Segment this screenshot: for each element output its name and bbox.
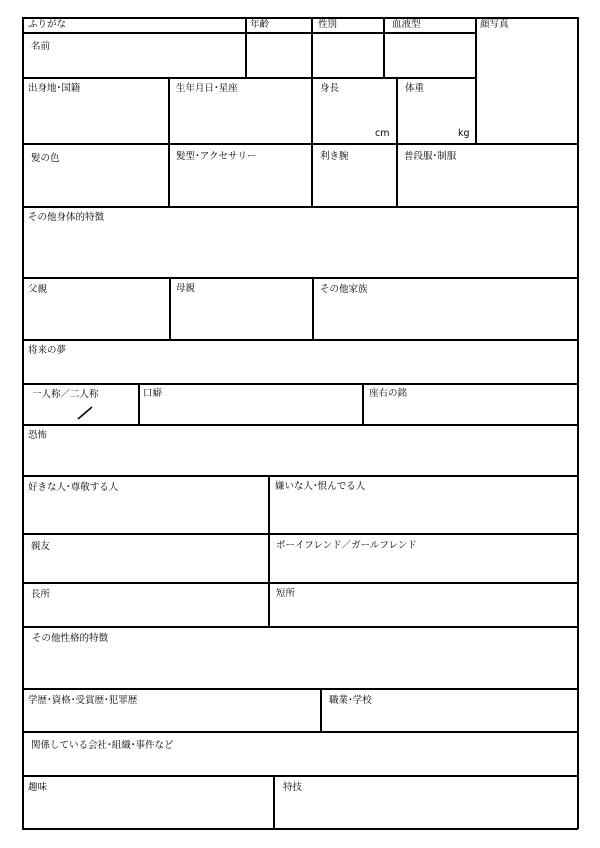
label-birthday: 生年月日･星座 [176,83,238,94]
rule [22,424,578,426]
rule [22,475,578,477]
height-unit: cm [375,128,390,139]
label-history: 学歴･資格･受賞歴･犯罪歴 [28,695,138,706]
rule [22,775,578,777]
rule [362,383,364,425]
label-motto: 座右の銘 [369,388,408,399]
rule [311,77,313,207]
rule [268,475,270,627]
label-partner: ボーイフレンド／ガールフレンド [276,540,417,551]
label-skills: 特技 [283,782,303,793]
weight-unit: kg [458,128,470,139]
label-mother: 母親 [176,283,196,294]
label-fear: 恐怖 [28,430,48,441]
label-catchphrase: 口癖 [143,388,163,399]
rule [396,77,398,207]
rule [320,688,322,732]
label-face-photo: 顔写真 [480,19,509,30]
label-father: 父親 [28,284,48,295]
rule [138,383,140,425]
rule [22,339,578,341]
label-hobbies: 趣味 [28,782,48,793]
rule [383,17,385,77]
pronoun-separator-slash [76,406,94,420]
label-occupation: 職業･学校 [329,695,372,706]
rule [577,17,579,829]
label-hair-color: 髪の色 [31,153,60,164]
label-pronouns: 一人称／二人称 [32,389,99,400]
label-liked-people: 好きな人･尊敬する人 [28,482,119,493]
label-weaknesses: 短所 [276,588,296,599]
rule [22,32,476,34]
label-strengths: 長所 [31,589,51,600]
rule [22,582,578,584]
rule [22,626,578,628]
label-age: 年齢 [250,19,270,30]
rule [273,775,275,829]
label-furigana: ふりがな [28,19,67,30]
rule [312,277,314,340]
rule [169,277,171,340]
label-clothes: 普段服･制服 [404,151,457,162]
rule [22,17,24,829]
label-hairstyle: 髪型･アクセサリー [176,151,257,162]
rule [475,17,477,144]
rule [22,277,578,279]
rule [245,17,247,77]
label-physical-traits: その他身体的特徴 [28,212,105,223]
label-birthplace: 出身地･国籍 [28,83,81,94]
label-other-family: その他家族 [320,284,368,295]
label-name: 名前 [31,41,51,52]
label-personality-traits: その他性格的特徴 [32,633,109,644]
rule [22,77,476,79]
rule [22,383,578,385]
label-weight: 体重 [405,83,425,94]
rule [168,77,170,207]
label-height: 身長 [320,83,340,94]
rule [22,143,578,145]
label-dominant-hand: 利き腕 [320,151,349,162]
rule [22,533,578,535]
label-gender: 性別 [318,19,338,30]
label-future-dream: 将来の夢 [28,345,67,356]
label-best-friend: 親友 [31,541,51,552]
rule [22,688,578,690]
rule [22,731,578,733]
label-affiliations: 関係している会社･組織･事件など [31,740,174,751]
label-disliked-people: 嫌いな人･恨んでる人 [275,481,366,492]
rule [22,206,578,208]
label-blood-type: 血液型 [392,19,421,30]
rule [22,828,578,830]
rule [311,17,313,77]
